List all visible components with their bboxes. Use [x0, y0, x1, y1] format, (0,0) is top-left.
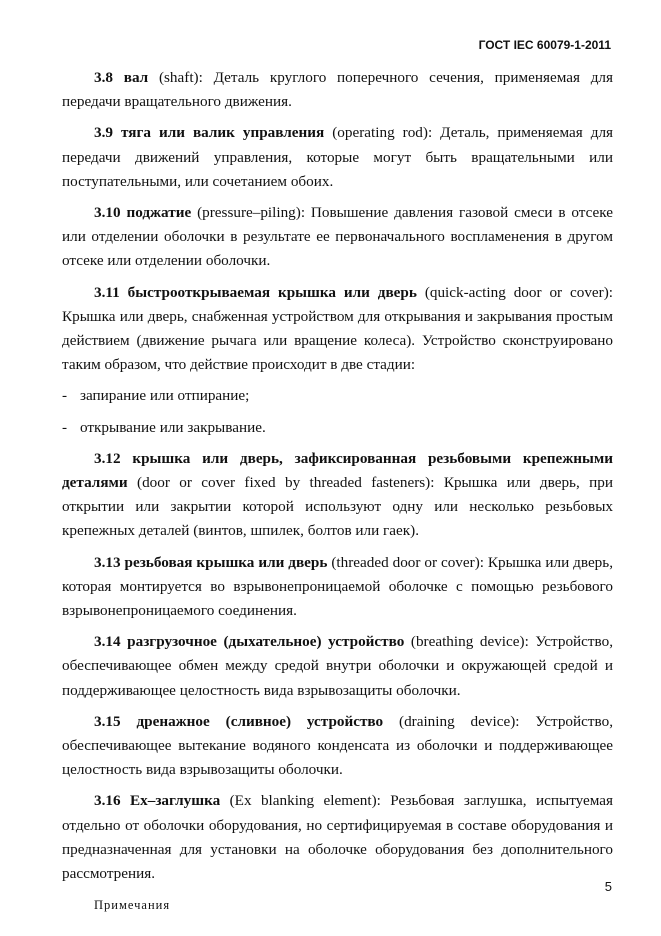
term-3-10: [62, 201, 613, 274]
term-title: поджатие: [126, 204, 192, 222]
list-item: [62, 416, 613, 440]
term-number: 3.8: [94, 69, 113, 86]
term-title: тяга или валик управления: [120, 124, 325, 142]
term-definition: (threaded door or cover): Крышка или дверь, которая монтируется во взрывонепроницаемой оболочке с помощью резьбового взрывонепроницаемого соединения.: [62, 553, 613, 620]
term-3-11: [62, 281, 613, 378]
list-dash: -: [62, 418, 68, 436]
document-body: [62, 66, 613, 918]
term-title: крышка или дверь, зафиксированная резьбовыми крепежными деталями: [62, 449, 613, 492]
term-number: 3.9: [94, 124, 113, 142]
term-definition: (pressure–piling): Повышение давления газовой смеси в отсеке или отделении оболочки в результате ее первоначального воспламенения в другом отсеке или отделении оболочки.: [62, 204, 614, 270]
list-item: [62, 384, 613, 408]
term-title: вал: [123, 69, 149, 86]
term-number: 3.13: [94, 553, 121, 571]
term-3-12: [62, 447, 613, 544]
page-number: 5: [604, 879, 612, 894]
term-title: дренажное (сливное) устройство: [136, 712, 384, 730]
term-3-14: [62, 630, 613, 703]
term-number: 3.11: [94, 283, 120, 301]
term-number: 3.16: [94, 792, 121, 810]
term-number: 3.14: [94, 633, 121, 651]
term-definition: (operating rod): Деталь, применяемая для передачи движений управления, которые могут быть вращательными или поступательными, или сочетанием обоих.: [62, 124, 614, 190]
term-title: разгрузочное (дыхательное) устройство: [127, 633, 405, 651]
term-definition: (quick-acting door or cover): Крышка или дверь, снабженная устройством для открывания и закрывания простым действием (движение рычага или вращение колеса). Устройство сконструировано таким образом, что действие происходит в две стадии:: [62, 283, 614, 374]
term-number: 3.10: [94, 204, 121, 222]
term-definition: (Ex blanking element): Резьбовая заглушка, испытуемая отдельно от оболочки оборудования, но сертифицируемая в составе оборудования и предназначенная для установки на оболочке оборудования без дополнительного рассмотрения.: [62, 792, 614, 883]
term-definition: (door or cover fixed by threaded fasteners): Крышка или дверь, при открытии или закрытии которой используют одну или несколько резьбовых крепежных деталей (винтов, шпилек, болтов или гаек).: [62, 474, 613, 540]
list-dash: -: [62, 387, 68, 405]
term-definition: (draining device): Устройство, обеспечивающее вытекание водяного конденсата из оболочки и поддерживающее целостность вида взрывозащиты оболочки.: [62, 712, 613, 779]
term-3-16: [62, 789, 613, 886]
term-definition: (breathing device): Устройство, обеспечивающее обмен между средой внутри оболочки и окружающей средой и поддерживающее целостность вида взрывозащиты оболочки.: [62, 633, 613, 699]
term-title: Ex–заглушка: [130, 792, 221, 810]
document-header: ГОСТ IEC 60079-1-2011: [478, 38, 611, 52]
notes-title: Примечания: [94, 898, 171, 913]
term-number: 3.15: [94, 712, 121, 730]
term-3-13: [62, 551, 613, 624]
term-title: резьбовая крышка или дверь: [124, 553, 328, 571]
term-title: быстрооткрываемая крышка или дверь: [127, 283, 417, 301]
term-3-8: [62, 66, 613, 114]
term-definition: (shaft): Деталь круглого поперечного сечения, применяемая для передачи вращательного движения.: [62, 69, 613, 111]
list-item-text: запирание или отпирание;: [80, 387, 250, 405]
list-item-text: открывание или закрывание.: [80, 418, 266, 436]
term-3-15: [62, 710, 613, 783]
term-number: 3.12: [94, 449, 121, 467]
term-3-9: [62, 121, 613, 194]
